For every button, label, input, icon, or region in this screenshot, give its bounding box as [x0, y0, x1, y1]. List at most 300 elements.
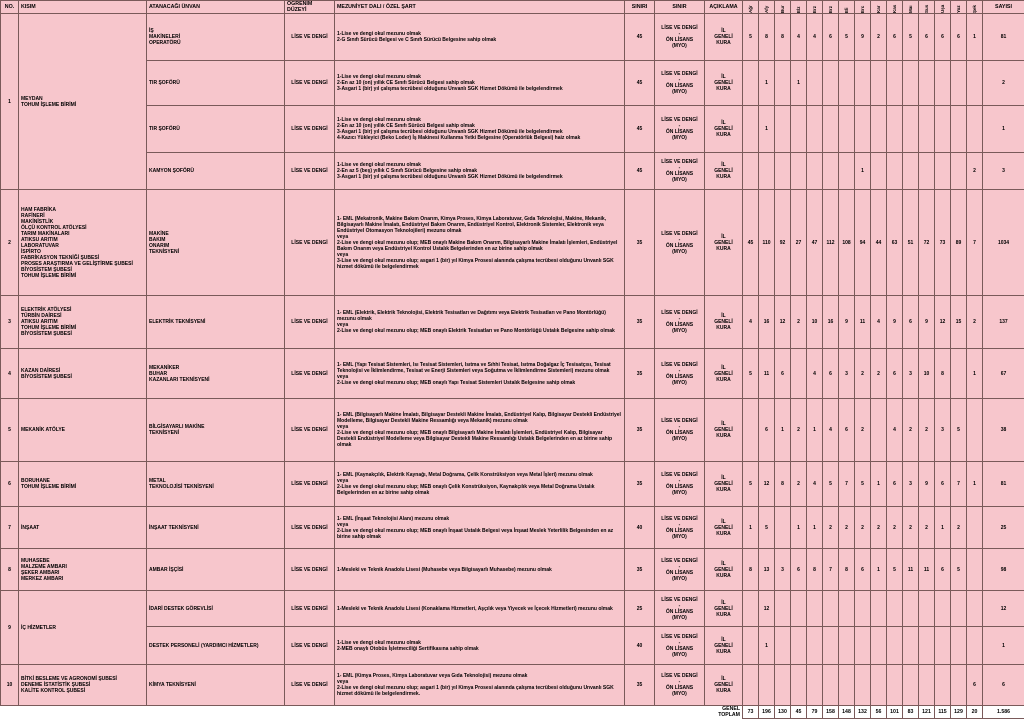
row-city-count: 110	[759, 190, 775, 296]
row-city-count	[935, 106, 951, 153]
row-city-count: 4	[807, 349, 823, 399]
row-no: 3	[1, 296, 19, 349]
row-city-count	[743, 106, 759, 153]
row-no: 4	[1, 349, 19, 399]
row-unvan: AMBAR İŞÇİSİ	[147, 549, 285, 591]
row-city-count: 5	[839, 14, 855, 61]
row-city-count	[823, 106, 839, 153]
row-city-count	[759, 153, 775, 190]
row-unvan: İNŞAAT TEKNİSYENİ	[147, 507, 285, 549]
total-city: 148	[839, 706, 855, 719]
row-city-count: 12	[935, 296, 951, 349]
row-city-count: 2	[967, 153, 983, 190]
row-city-count: 3	[903, 462, 919, 507]
row-city-count	[935, 627, 951, 665]
row-city-count	[951, 627, 967, 665]
row-city-count	[871, 61, 887, 106]
table-row	[1, 190, 1024, 296]
row-city-count	[935, 665, 951, 706]
row-sayi: 12	[983, 591, 1024, 627]
row-city-count	[791, 627, 807, 665]
row-city-count: 4	[807, 14, 823, 61]
total-city: 129	[951, 706, 967, 719]
row-city-count: 10	[807, 296, 823, 349]
row-city-count: 11	[919, 549, 935, 591]
total-city: 45	[791, 706, 807, 719]
row-ogrenim: LİSE VE DENGİ	[285, 665, 335, 706]
row-sinir-age: 35	[625, 296, 655, 349]
row-mezuniyet: 1-Mesleki ve Teknik Anadolu Lisesi (Muhasebe veya Bilgisayarlı Muhasebe) mezunu olmak	[335, 549, 625, 591]
row-city-count: 2	[855, 399, 871, 462]
row-aciklama: İL GENELİ KURA	[705, 399, 743, 462]
row-sayi: 1	[983, 106, 1024, 153]
row-aciklama: İL GENELİ KURA	[705, 462, 743, 507]
row-city-count	[775, 61, 791, 106]
row-city-count: 108	[839, 190, 855, 296]
row-sinir-age: 35	[625, 399, 655, 462]
row-city-count	[855, 591, 871, 627]
row-unvan: MAKİNE BAKIM ONARIM TEKNİSYENİ	[147, 190, 285, 296]
row-city-count	[919, 665, 935, 706]
row-city-count: 7	[839, 462, 855, 507]
row-city-count	[871, 153, 887, 190]
table-row	[1, 549, 1024, 591]
header-city: Bur	[775, 1, 791, 14]
row-city-count: 5	[903, 14, 919, 61]
row-sinir-age: 45	[625, 61, 655, 106]
row-city-count	[791, 106, 807, 153]
row-city-count: 12	[759, 462, 775, 507]
row-city-count	[807, 153, 823, 190]
row-sinir-age: 35	[625, 462, 655, 507]
row-sayi: 25	[983, 507, 1024, 549]
row-sinir-education: LİSE VE DENGİ - ÖN LİSANS (MYO)	[655, 153, 705, 190]
row-city-count	[935, 591, 951, 627]
row-sinir-age: 35	[625, 665, 655, 706]
total-city: 56	[871, 706, 887, 719]
row-unvan: BİLGİSAYARLI MAKİNE TEKNİSYENİ	[147, 399, 285, 462]
row-city-count: 6	[967, 665, 983, 706]
row-city-count: 4	[807, 462, 823, 507]
row-aciklama: İL GENELİ KURA	[705, 153, 743, 190]
row-city-count: 1	[967, 462, 983, 507]
row-city-count: 47	[807, 190, 823, 296]
row-ogrenim: LİSE VE DENGİ	[285, 507, 335, 549]
row-city-count	[903, 106, 919, 153]
row-city-count: 9	[839, 296, 855, 349]
row-city-count	[823, 591, 839, 627]
row-city-count	[743, 399, 759, 462]
header-kisim: KISIM	[19, 1, 147, 14]
row-sinir-age: 40	[625, 507, 655, 549]
table-row	[1, 462, 1024, 507]
row-mezuniyet: 1- EML (Yapı Tesisat Sistemleri, Isı Tesisat Sistemleri, Isıtma ve Sıhhi Tesisat, Isıtma Doğalgaz İç Tesisatçısı, Tesisat Teknolojisi ve İklimlendirme, Tesisat ve Enerji Sistemleri veya Soğutma ve İklimlendirme Sistemleri) mezunu olmak veya 2-Lise ve dengi okul mezunu olup; MEB onaylı Yapı Tesisat Sistemleri Ustalık Belgesine sahip olmak	[335, 349, 625, 399]
total-city: 158	[823, 706, 839, 719]
table-row	[1, 507, 1024, 549]
row-city-count: 1	[967, 349, 983, 399]
row-kisim: İÇ HİZMETLER	[19, 591, 147, 665]
row-ogrenim: LİSE VE DENGİ	[285, 462, 335, 507]
total-sayi: 1.586	[983, 706, 1024, 719]
row-no: 7	[1, 507, 19, 549]
row-sinir-education: LİSE VE DENGİ - ÖN LİSANS (MYO)	[655, 349, 705, 399]
row-city-count: 2	[823, 507, 839, 549]
row-city-count	[951, 665, 967, 706]
row-ogrenim: LİSE VE DENGİ	[285, 14, 335, 61]
row-city-count: 2	[919, 399, 935, 462]
row-kisim: BİTKİ BESLEME VE AGRONOMİ ŞUBESİ DENEME İSTATİSTİK ŞUBESİ KALİTE KONTROL ŞUBESİ	[19, 665, 147, 706]
row-city-count: 16	[823, 296, 839, 349]
row-city-count	[775, 627, 791, 665]
row-no: 10	[1, 665, 19, 706]
row-sinir-education: LİSE VE DENGİ - ÖN LİSANS (MYO)	[655, 627, 705, 665]
row-city-count	[967, 399, 983, 462]
row-mezuniyet: 1- EML (İnşaat Teknolojisi Alanı) mezunu olmak veya 2-Lise ve dengi okul mezunu olup; MEB onaylı İnşaat Ustalık Belgesi veya İnşaat Meslek Yeterlilik Belgesinden en az birine sahip olmak	[335, 507, 625, 549]
row-city-count: 6	[951, 14, 967, 61]
row-kisim: İNŞAAT	[19, 507, 147, 549]
row-city-count: 45	[743, 190, 759, 296]
row-city-count: 16	[759, 296, 775, 349]
row-sayi: 1034	[983, 190, 1024, 296]
row-city-count	[951, 61, 967, 106]
row-city-count: 6	[839, 399, 855, 462]
row-sinir-education: LİSE VE DENGİ - ÖN LİSANS (MYO)	[655, 591, 705, 627]
row-city-count	[967, 591, 983, 627]
row-mezuniyet: 1- EML (Kimya Proses, Kimya Laboratuvar veya Gıda Teknolojisi) mezunu olmak veya 2-Lise ve dengi okul mezunu olup; asgari 1 (bir) yıl Kimya Prosesi alanında çalışma tecrübesi olduğunu Unvanlı SGK hizmet dökümü ile belgelendirmek.	[335, 665, 625, 706]
row-city-count	[839, 153, 855, 190]
row-city-count	[967, 61, 983, 106]
row-no: 1	[1, 14, 19, 190]
header-sayi: SAYISI	[983, 1, 1024, 14]
row-sayi: 38	[983, 399, 1024, 462]
row-city-count: 3	[839, 349, 855, 399]
row-city-count	[839, 61, 855, 106]
row-city-count: 8	[759, 14, 775, 61]
row-city-count	[919, 153, 935, 190]
header-row	[1, 1, 1024, 14]
row-mezuniyet: 1-Lise ve dengi okul mezunu olmak 2-En az 5 (beş) yıllık C Sınıfı Sürücü Belgesine sahip olmak 3-Asgari 1 (bir) yıl çalışma tecrübesi olduğunu Unvanlı SGK Hizmet Dökümü ile belgelendirmek	[335, 153, 625, 190]
row-city-count: 1	[759, 106, 775, 153]
row-city-count: 2	[871, 14, 887, 61]
total-row	[1, 706, 1024, 719]
row-city-count: 6	[887, 14, 903, 61]
row-city-count: 5	[743, 462, 759, 507]
row-sinir-age: 40	[625, 627, 655, 665]
row-no: 6	[1, 462, 19, 507]
row-mezuniyet: 1-Mesleki ve Teknik Anadolu Lisesi (Konaklama Hizmetleri, Aşçılık veya Yiyecek ve İçecek Hizmetleri) mezunu olmak	[335, 591, 625, 627]
row-city-count: 51	[903, 190, 919, 296]
row-sinir-education: LİSE VE DENGİ - ÖN LİSANS (MYO)	[655, 61, 705, 106]
row-sinir-education: LİSE VE DENGİ - ÖN LİSANS (MYO)	[655, 462, 705, 507]
row-city-count: 1	[759, 627, 775, 665]
row-city-count: 1	[871, 549, 887, 591]
row-city-count: 2	[951, 507, 967, 549]
row-city-count	[967, 507, 983, 549]
row-city-count: 8	[775, 462, 791, 507]
row-ogrenim: LİSE VE DENGİ	[285, 627, 335, 665]
row-ogrenim: LİSE VE DENGİ	[285, 349, 335, 399]
row-city-count: 7	[967, 190, 983, 296]
row-city-count	[855, 61, 871, 106]
row-city-count: 1	[807, 507, 823, 549]
row-city-count: 6	[775, 349, 791, 399]
row-city-count	[855, 106, 871, 153]
row-city-count	[775, 591, 791, 627]
row-city-count: 4	[823, 399, 839, 462]
row-city-count	[951, 153, 967, 190]
row-kisim: BORUHANE TOHUM İŞLEME BİRİMİ	[19, 462, 147, 507]
row-city-count: 1	[935, 507, 951, 549]
row-city-count: 8	[807, 549, 823, 591]
table-row	[1, 399, 1024, 462]
total-city: 196	[759, 706, 775, 719]
row-kisim: MEYDAN TOHUM İŞLEME BİRİMİ	[19, 14, 147, 190]
total-label: GENEL TOPLAM	[705, 706, 743, 719]
row-city-count: 7	[823, 549, 839, 591]
row-kisim: ELEKTRİK ATÖLYESİ TÜRBİN DAİRESİ ATIKSU ARITIM TOHUM İŞLEME BİRİMİ BİYOSİSTEM ŞUBESİ	[19, 296, 147, 349]
table-row	[1, 153, 1024, 190]
row-city-count: 9	[919, 296, 935, 349]
row-city-count: 11	[855, 296, 871, 349]
row-city-count: 6	[935, 462, 951, 507]
row-city-count: 89	[951, 190, 967, 296]
total-city: 20	[967, 706, 983, 719]
total-city: 115	[935, 706, 951, 719]
row-city-count: 5	[759, 507, 775, 549]
row-unvan: METAL TEKNOLOJİSİ TEKNİSYENİ	[147, 462, 285, 507]
row-city-count	[807, 665, 823, 706]
row-aciklama: İL GENELİ KURA	[705, 106, 743, 153]
row-mezuniyet: 1-Lise ve dengi okul mezunu olmak 2-MEB onaylı Otobüs İşletmeciliği Sertifikasına sahip olmak	[335, 627, 625, 665]
row-city-count: 2	[967, 296, 983, 349]
row-city-count: 13	[759, 549, 775, 591]
row-sinir-age: 45	[625, 14, 655, 61]
row-ogrenim: LİSE VE DENGİ	[285, 190, 335, 296]
header-city: Afy	[759, 1, 775, 14]
row-sayi: 3	[983, 153, 1024, 190]
header-city: Maı	[903, 1, 919, 14]
row-aciklama: İL GENELİ KURA	[705, 296, 743, 349]
total-city: 73	[743, 706, 759, 719]
row-city-count: 6	[887, 462, 903, 507]
row-kisim: KAZAN DAİRESİ BİYOSİSTEM ŞUBESİ	[19, 349, 147, 399]
row-city-count: 6	[903, 296, 919, 349]
row-city-count	[967, 106, 983, 153]
table-body	[1, 14, 1024, 706]
total-city: 101	[887, 706, 903, 719]
row-city-count	[839, 591, 855, 627]
row-city-count: 27	[791, 190, 807, 296]
row-unvan: İŞ MAKİNELERİ OPERATÖRÜ	[147, 14, 285, 61]
row-city-count: 4	[871, 296, 887, 349]
row-sayi: 81	[983, 14, 1024, 61]
row-city-count	[951, 349, 967, 399]
row-aciklama: İL GENELİ KURA	[705, 549, 743, 591]
row-city-count	[823, 153, 839, 190]
row-city-count	[839, 665, 855, 706]
row-sinir-age: 35	[625, 549, 655, 591]
row-city-count: 6	[887, 349, 903, 399]
row-city-count: 2	[887, 507, 903, 549]
row-city-count: 5	[887, 549, 903, 591]
header-city: Kas	[887, 1, 903, 14]
table-row	[1, 14, 1024, 61]
row-no: 2	[1, 190, 19, 296]
row-city-count	[791, 591, 807, 627]
row-aciklama: İL GENELİ KURA	[705, 507, 743, 549]
row-sayi: 2	[983, 61, 1024, 106]
table-row	[1, 349, 1024, 399]
total-city: 130	[775, 706, 791, 719]
row-mezuniyet: 1- EML (Elektrik, Elektrik Teknolojisi, Elektrik Tesisatları ve Dağıtımı veya Elektrik Tesisatları ve Pano Montörlüğü) mezunu olmak veya 2-Lise ve dengi okul mezunu olup; MEB onaylı Elektrik Tesisatları ve Pano Montörlüğü Ustalık Belgesine sahip olmak	[335, 296, 625, 349]
row-kisim: MUHASEBE MALZEME AMBARI ŞEKER AMBARI MERKEZ AMBARI	[19, 549, 147, 591]
row-sayi: 98	[983, 549, 1024, 591]
row-kisim: MEKANİK ATÖLYE	[19, 399, 147, 462]
total-city: 79	[807, 706, 823, 719]
row-city-count: 3	[775, 549, 791, 591]
row-mezuniyet: 1-Lise ve dengi okul mezunu olmak 2-G Sınıfı Sürücü Belgesi ve C Sınıfı Sürücü Belgesine sahip olmak	[335, 14, 625, 61]
row-sayi: 1	[983, 627, 1024, 665]
row-unvan: İDARİ DESTEK GÖREVLİSİ	[147, 591, 285, 627]
row-city-count: 1	[855, 153, 871, 190]
header-sinir1: SINIRI	[625, 1, 655, 14]
row-city-count: 5	[743, 14, 759, 61]
row-mezuniyet: 1- EML (Mekatronik, Makine Bakım Onarım, Kimya Proses, Kimya Laboratuvar, Gıda Teknolojisi, Makine, Mekanik, Bilgisayarlı Makine İmalatı, Endüstriyel Bakım Onarım, Endüstriyel Kontrol, Elektronik Sistemler, Elektronik veya Endüstriyel Otomasyon Teknolojileri) mezunu olmak veya 2-Lise ve dengi okul mezunu olup; MEB onaylı Makine Bakım Onarım, Bilgisayarlı Makine İmalatı İşlemleri, Endüstriyel Bakım Onarım veya Endüstriyel Kontrol Ustalık Belgelerinden en az birine sahip olmak veya 3-Lise ve dengi okul mezunu olup; asgari 1 (bir) yıl Kimya Prosesi alanında çalışma tecrübesi olduğunu Unvanlı SGK hizmet dökümü ile belgelendirmek	[335, 190, 625, 296]
row-ogrenim: LİSE VE DENGİ	[285, 549, 335, 591]
row-city-count	[791, 349, 807, 399]
row-city-count	[807, 591, 823, 627]
row-aciklama: İL GENELİ KURA	[705, 349, 743, 399]
table-row	[1, 627, 1024, 665]
row-sayi: 6	[983, 665, 1024, 706]
row-city-count	[807, 106, 823, 153]
row-ogrenim: LİSE VE DENGİ	[285, 591, 335, 627]
row-sinir-age: 35	[625, 190, 655, 296]
header-city: Kar	[871, 1, 887, 14]
row-city-count: 8	[839, 549, 855, 591]
row-city-count	[903, 627, 919, 665]
row-city-count: 1	[791, 61, 807, 106]
row-city-count	[951, 591, 967, 627]
row-city-count: 2	[791, 462, 807, 507]
row-city-count: 1	[791, 507, 807, 549]
row-city-count: 15	[951, 296, 967, 349]
row-city-count: 5	[823, 462, 839, 507]
row-city-count: 92	[775, 190, 791, 296]
row-city-count	[871, 665, 887, 706]
row-city-count: 5	[743, 349, 759, 399]
row-city-count: 11	[903, 549, 919, 591]
row-ogrenim: LİSE VE DENGİ	[285, 106, 335, 153]
row-city-count	[887, 627, 903, 665]
row-no: 9	[1, 591, 19, 665]
row-city-count: 4	[791, 14, 807, 61]
row-city-count	[743, 153, 759, 190]
table-row	[1, 296, 1024, 349]
row-city-count	[823, 61, 839, 106]
row-city-count	[775, 106, 791, 153]
row-city-count: 5	[951, 549, 967, 591]
row-city-count	[823, 627, 839, 665]
total-city: 121	[919, 706, 935, 719]
header-city: Erc	[855, 1, 871, 14]
row-sinir-education: LİSE VE DENGİ - ÖN LİSANS (MYO)	[655, 665, 705, 706]
row-city-count: 72	[919, 190, 935, 296]
row-city-count: 8	[743, 549, 759, 591]
row-city-count	[775, 507, 791, 549]
row-city-count: 6	[919, 14, 935, 61]
row-kisim: HAM FABRİKA RAFİNERİ MAKİNİSTLİK ÖLÇÜ KONTROL ATÖLYESİ TARIM MAKİNALARI ATIKSU ARITIM LABORATUVAR İSPİRTO FABRİKASYON TEKNİĞİ ŞUBESİ PROSES ARAŞTIRMA VE GELİŞTİRME ŞUBESİ BİYOSİSTEM ŞUBESİ TOHUM İŞLEME BİRİMİ	[19, 190, 147, 296]
row-city-count: 2	[839, 507, 855, 549]
row-sinir-education: LİSE VE DENGİ - ÖN LİSANS (MYO)	[655, 399, 705, 462]
row-city-count: 1	[743, 507, 759, 549]
row-city-count	[951, 106, 967, 153]
row-city-count: 112	[823, 190, 839, 296]
row-aciklama: İL GENELİ KURA	[705, 627, 743, 665]
row-city-count	[919, 61, 935, 106]
row-city-count: 63	[887, 190, 903, 296]
header-city: Yoz	[951, 1, 967, 14]
row-city-count	[903, 153, 919, 190]
table-row	[1, 61, 1024, 106]
row-aciklama: İL GENELİ KURA	[705, 61, 743, 106]
row-city-count: 6	[935, 14, 951, 61]
header-ogrenim: ÖĞRENİM DÜZEYİ	[285, 1, 335, 14]
row-mezuniyet: 1- EML (Kaynakçılık, Elektrik Kaynağı, Metal Doğrama, Çelik Konstrüksiyon veya Metal İşleri) mezunu olmak veya 2-Lise ve dengi okul mezunu olup; MEB onaylı Çelik Konstrüksiyon, Kaynakçılık veya Metal Doğrama Ustalık Belgelerinden en az birine sahip olmak	[335, 462, 625, 507]
table-row	[1, 106, 1024, 153]
row-city-count: 5	[855, 462, 871, 507]
row-mezuniyet: 1-Lise ve dengi okul mezunu olmak 2-En az 10 (on) yıllık CE Sınıfı Sürücü Belgesi sahip olmak 3-Asgari 1 (bir) yıl çalışma tecrübesi olduğunu Unvanlı SGK Hizmet Dökümü ile belgelendirmek	[335, 61, 625, 106]
row-sinir-age: 45	[625, 106, 655, 153]
header-city: Şek	[967, 1, 983, 14]
row-city-count	[791, 665, 807, 706]
row-city-count: 2	[871, 349, 887, 399]
row-sinir-education: LİSE VE DENGİ - ÖN LİSANS (MYO)	[655, 106, 705, 153]
row-city-count	[919, 591, 935, 627]
row-city-count: 2	[871, 507, 887, 549]
row-city-count: 73	[935, 190, 951, 296]
row-city-count: 1	[871, 462, 887, 507]
row-city-count	[919, 106, 935, 153]
row-unvan: KİMYA TEKNİSYENİ	[147, 665, 285, 706]
row-city-count	[887, 591, 903, 627]
row-unvan: ELEKTRİK TEKNİSYENİ	[147, 296, 285, 349]
row-no: 8	[1, 549, 19, 591]
row-city-count	[967, 627, 983, 665]
header-city: Eli	[839, 1, 855, 14]
row-city-count	[871, 106, 887, 153]
header-city: Sus	[919, 1, 935, 14]
row-aciklama: İL GENELİ KURA	[705, 190, 743, 296]
table-row	[1, 665, 1024, 706]
header-sinir2: SINIR	[655, 1, 705, 14]
row-city-count	[903, 61, 919, 106]
row-city-count	[887, 665, 903, 706]
row-unvan: KAMYON ŞOFÖRÜ	[147, 153, 285, 190]
row-city-count: 4	[887, 399, 903, 462]
row-city-count	[935, 153, 951, 190]
row-city-count: 12	[759, 591, 775, 627]
row-city-count: 6	[759, 399, 775, 462]
row-city-count: 2	[791, 399, 807, 462]
row-city-count	[903, 591, 919, 627]
header-city: Erz	[823, 1, 839, 14]
row-city-count	[807, 61, 823, 106]
row-ogrenim: LİSE VE DENGİ	[285, 153, 335, 190]
header-city: Uşa	[935, 1, 951, 14]
row-city-count	[839, 106, 855, 153]
row-city-count	[855, 665, 871, 706]
